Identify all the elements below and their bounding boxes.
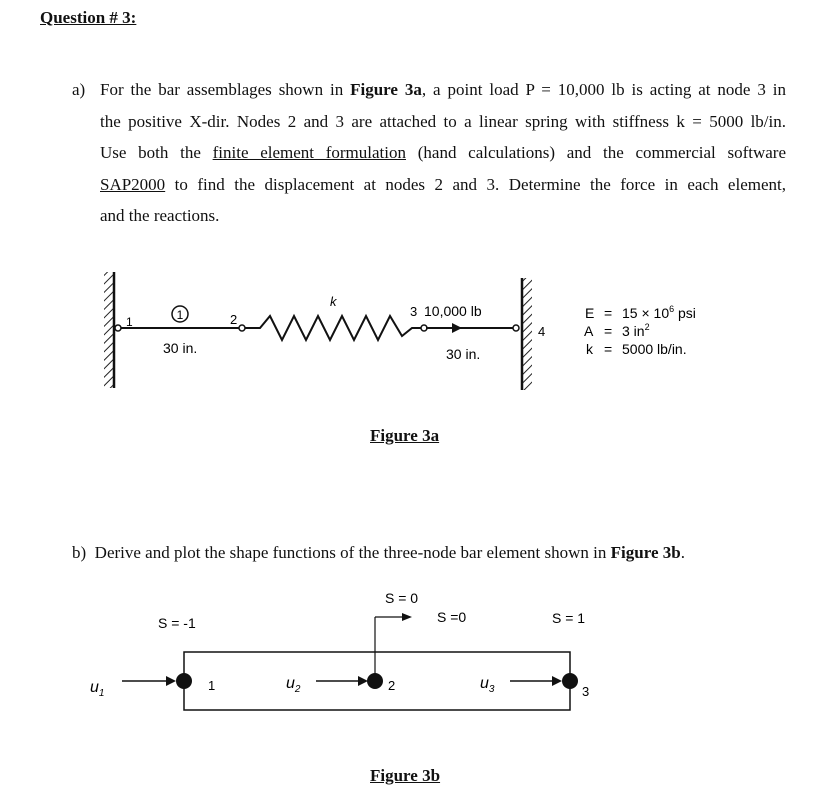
- node-4-marker: [513, 325, 519, 331]
- part-a-marker: a): [72, 80, 86, 99]
- figure-3b-caption: Figure 3b: [370, 766, 441, 785]
- prop-k-equals: =: [604, 341, 613, 357]
- node-4-label: 4: [538, 324, 546, 339]
- part-b-post: .: [680, 543, 685, 562]
- part-b-pre: Derive and plot the shape functions of the three-node bar element shown in: [94, 543, 611, 562]
- right-wall-hatch: [522, 278, 532, 390]
- part-a-line-3: [100, 143, 786, 163]
- figure-3a-ref: Figure 3a: [350, 80, 422, 99]
- node-1-label: 1: [126, 315, 133, 329]
- length-left-label: 30 in.: [163, 340, 198, 356]
- part-a-line-4: [100, 175, 786, 195]
- u2-label: $u_2$: [286, 675, 301, 695]
- s-1-label: S = 1: [552, 610, 586, 626]
- figure-3a-caption: Figure 3a: [370, 426, 440, 445]
- node-3-num: 3: [582, 684, 590, 699]
- node-2-marker: [239, 325, 245, 331]
- part-b-marker: b): [72, 543, 87, 562]
- u1-arrow-head: [166, 676, 176, 686]
- part-a-line-1-pre: For the bar assemblages shown in: [100, 80, 351, 99]
- u1-label: $u_1$: [90, 679, 105, 699]
- part-a-line-5: and the reactions.: [100, 206, 220, 225]
- fe-formulation-term: finite element formulation: [212, 143, 407, 162]
- part-a-line-3-pre: Use both the: [100, 143, 213, 162]
- part-b-text: [72, 543, 685, 563]
- prop-e-equals: =: [604, 305, 613, 321]
- question-title: Question # 3:: [40, 8, 137, 27]
- sap2000-term: SAP2000: [100, 175, 166, 194]
- prop-a-lhs: A: [584, 323, 594, 339]
- load-arrow-head: [452, 323, 462, 333]
- spring-k-label: k: [330, 294, 337, 309]
- part-a-line-4-post: to find the displacement at nodes 2 and 3. Determine the force in each element,: [165, 175, 786, 194]
- node-1-num: 1: [208, 678, 216, 693]
- s-0-top-label: S = 0: [385, 590, 419, 606]
- s-0-arrow-label: S =0: [437, 609, 467, 625]
- material-properties: [584, 304, 696, 357]
- node-1-marker: [115, 325, 121, 331]
- part-a-line-3-post: (hand calculations) and the commercial software: [406, 143, 786, 162]
- load-label: 10,000 lb: [424, 303, 482, 319]
- node-3-label: 3: [410, 304, 418, 319]
- u3-label: $u_3$: [480, 675, 495, 695]
- prop-e-lhs: E: [585, 305, 595, 321]
- node-2-label: 2: [230, 312, 238, 327]
- node-2-dot: [367, 673, 383, 689]
- left-wall-hatch: [104, 272, 114, 388]
- spring-k: [245, 316, 424, 340]
- part-a-line-1-post: , a point load P = 10,000 lb is acting at node 3 in: [421, 80, 786, 99]
- prop-e-value: $15 \times 10^6$ psi: [622, 304, 696, 321]
- figure-3b-diagram: [0, 580, 824, 740]
- node-3-dot: [562, 673, 578, 689]
- u3-arrow-head: [552, 676, 562, 686]
- origin-axis-arrowhead: [402, 613, 412, 621]
- node-2-num: 2: [388, 678, 396, 693]
- prop-a-value: 3 $in^2$: [622, 322, 650, 339]
- node-1-dot: [176, 673, 192, 689]
- s-neg1-label: S = -1: [158, 615, 196, 631]
- element-1-label: 1: [176, 308, 184, 322]
- length-right-label: 30 in.: [446, 346, 481, 362]
- part-a-line-1: [100, 80, 786, 100]
- u2-arrow-head: [358, 676, 368, 686]
- part-a-line-2: the positive X-dir. Nodes 2 and 3 are attached to a linear spring with stiffness k = 5000 lb/in.: [100, 112, 786, 131]
- figure-3b-ref: Figure 3b: [610, 543, 681, 562]
- prop-k-value: 5000 lb/in.: [622, 341, 687, 357]
- figure-3a-diagram: [0, 260, 824, 400]
- prop-a-equals: =: [604, 323, 613, 339]
- prop-k-lhs: k: [586, 341, 593, 357]
